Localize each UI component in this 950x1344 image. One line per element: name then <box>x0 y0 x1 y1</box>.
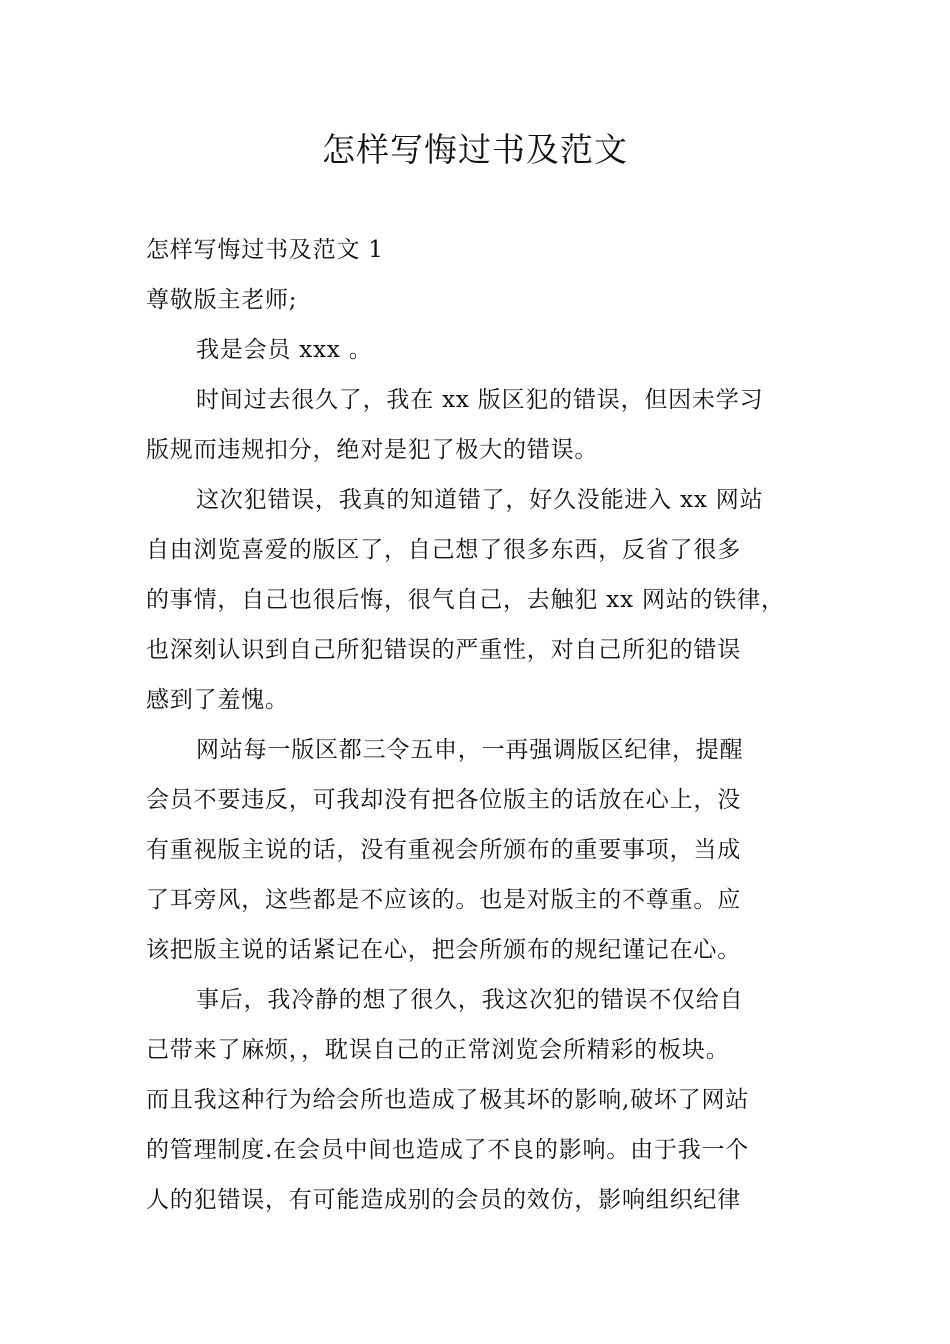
text-line: 尊敬版主老师; <box>146 287 298 313</box>
document-body <box>146 225 810 1225</box>
text-line: 有重视版主说的话，没有重视会所颁布的重要事项，当成 <box>146 837 741 863</box>
text-line: 己带来了麻烦，，耽误自己的正常浏览会所精彩的板块。 <box>146 1037 730 1063</box>
text-line: 我是会员 xxx 。 <box>196 337 373 363</box>
text-line: 怎样写悔过书及范文 1 <box>146 237 384 263</box>
text-line: 也深刻认识到自己所犯错误的严重性，对自己所犯的错误 <box>146 637 741 663</box>
text-line: 而且我这种行为给会所也造成了极其坏的影响,破坏了网站 <box>146 1087 750 1113</box>
text-line: 时间过去很久了，我在 xx 版区犯的错误，但因未学习 <box>196 387 764 413</box>
text-line: 该把版主说的话紧记在心，把会所颁布的规纪谨记在心。 <box>146 937 741 963</box>
text-line: 会员不要违反，可我却没有把各位版主的话放在心上，没 <box>146 787 741 813</box>
text-line: 事后，我冷静的想了很久，我这次犯的错误不仅给自 <box>196 987 744 1013</box>
text-line: 网站每一版区都三令五申，一再强调版区纪律，提醒 <box>196 737 744 763</box>
text-line: 版规而违规扣分，绝对是犯了极大的错误。 <box>146 437 599 463</box>
text-line: 的事情，自己也很后悔，很气自己，去触犯 xx 网站的铁律， <box>146 587 785 613</box>
text-line: 的管理制度.在会员中间也造成了不良的影响。由于我一个 <box>146 1137 750 1163</box>
text-line: 了耳旁风，这些都是不应该的。也是对版主的不尊重。应 <box>146 887 741 913</box>
text-line: 人的犯错误，有可能造成别的会员的效仿，影响组织纪律 <box>146 1187 741 1213</box>
text-line: 感到了羞愧。 <box>146 687 289 713</box>
document-title: 怎样写悔过书及范文 <box>322 130 628 169</box>
text-line: 这次犯错误，我真的知道错了，好久没能进入 xx 网站 <box>196 487 764 513</box>
text-line: 自由浏览喜爱的版区了，自己想了很多东西，反省了很多 <box>146 537 741 563</box>
